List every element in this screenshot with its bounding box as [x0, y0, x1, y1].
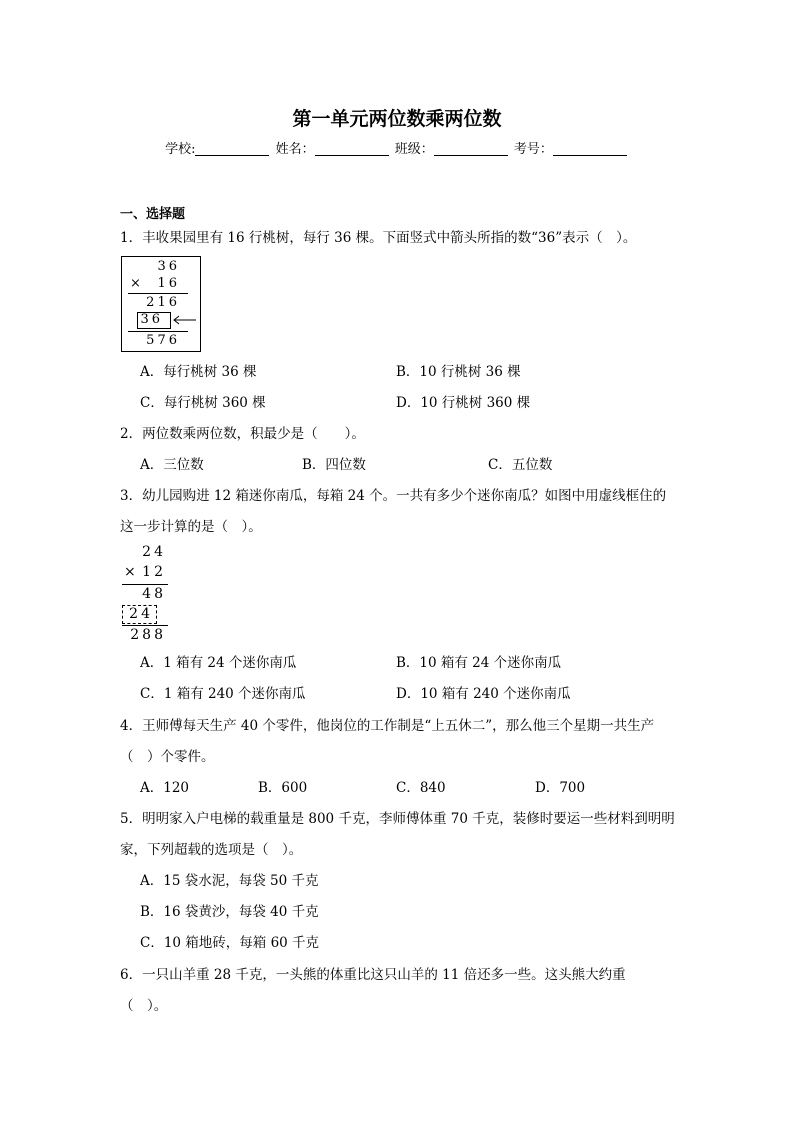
- question-1-vertical-calc: [121, 256, 201, 352]
- q4-option-d: D．700: [535, 780, 586, 796]
- class-label: 班级：: [394, 142, 434, 157]
- q4-option-a: A．120: [140, 780, 190, 796]
- question-4-line-1: 4．王师傅每天生产 40 个零件，他岗位的工作制是“上五休二”，那么他三个星期一共生产: [120, 718, 655, 734]
- question-1-text: 1．丰收果园里有 16 行桃树，每行 36 棵。下面竖式中箭头所指的数“36”表示（ ）。: [120, 230, 637, 246]
- calc2-product: 288: [130, 627, 166, 643]
- question-6-line-1: 6．一只山羊重 28 千克，一头熊的体重比这只山羊的 11 倍还多一些。这头熊大约重: [120, 967, 626, 983]
- calc1-partial-1: 216: [146, 295, 180, 310]
- q1-option-b: B．10 行桃树 36 棵: [396, 364, 521, 380]
- calc1-product: 576: [146, 333, 180, 348]
- school-label: 学校:: [165, 142, 196, 157]
- question-4-line-2: （ ）个零件。: [120, 749, 215, 765]
- calc2-multiplier: 12: [142, 564, 166, 580]
- question-2-text: 2．两位数乘两位数，积最少是（ ）。: [120, 426, 365, 442]
- student-info-line: [0, 138, 794, 157]
- page-title: 第一单元两位数乘两位数: [292, 108, 502, 130]
- calc2-partial-1: 48: [142, 586, 166, 602]
- name-label: 姓名：: [275, 142, 315, 157]
- q2-option-a: A．三位数: [140, 457, 204, 473]
- q1-option-c: C．每行桃树 360 棵: [140, 395, 266, 411]
- q2-option-b: B．四位数: [302, 457, 366, 473]
- q5-option-a: A．15 袋水泥，每袋 50 千克: [140, 873, 319, 889]
- q3-option-d: D．10 箱有 240 个迷你南瓜: [396, 686, 571, 702]
- calc1-line: [128, 331, 188, 332]
- calc2-line: [122, 584, 168, 585]
- calc1-partial-2: 36: [140, 312, 163, 327]
- question-5-line-1: 5．明明家入户电梯的载重量是 800 千克，李师傅体重 70 千克，装修时要运一些材料到明明: [120, 811, 675, 827]
- question-3-line-2: 这一步计算的是（ ）。: [120, 519, 262, 535]
- calc1-line: [128, 293, 188, 294]
- q4-option-b: B．600: [258, 780, 308, 796]
- calc2-partial-2: 24: [129, 606, 153, 622]
- q5-option-c: C．10 箱地砖，每箱 60 千克: [140, 935, 320, 951]
- times-icon: ×: [130, 276, 141, 291]
- question-3-line-1: 3．幼儿园购进 12 箱迷你南瓜，每箱 24 个。一共有多少个迷你南瓜？如图中用虚线框住的: [120, 488, 667, 504]
- arrow-left-icon: [170, 313, 198, 327]
- calc1-multiplier: 16: [157, 276, 180, 291]
- calc2-multiplicand: 24: [142, 544, 166, 560]
- calc2-line: [122, 625, 168, 626]
- number-blank: [553, 141, 627, 156]
- school-blank: [195, 141, 269, 156]
- name-blank: [315, 141, 389, 156]
- q1-option-d: D．10 行桃树 360 棵: [396, 395, 531, 411]
- number-label: 考号：: [513, 142, 553, 157]
- question-3-vertical-calc: [120, 544, 180, 644]
- class-blank: [434, 141, 508, 156]
- q3-option-a: A．1 箱有 24 个迷你南瓜: [140, 655, 297, 671]
- calc1-multiplicand: 36: [157, 259, 180, 274]
- q5-option-b: B．16 袋黄沙，每袋 40 千克: [140, 904, 319, 920]
- question-5-line-2: 家，下列超载的选项是（ ）。: [120, 842, 303, 858]
- q3-option-b: B．10 箱有 24 个迷你南瓜: [396, 655, 562, 671]
- q4-option-c: C．840: [396, 780, 446, 796]
- section-heading: 一、选择题: [120, 207, 186, 222]
- times-icon: ×: [124, 564, 136, 580]
- q3-option-c: C．1 箱有 240 个迷你南瓜: [140, 686, 306, 702]
- question-6-line-2: （ ）。: [120, 998, 168, 1014]
- q2-option-c: C．五位数: [488, 457, 553, 473]
- q1-option-a: A．每行桃树 36 棵: [140, 364, 257, 380]
